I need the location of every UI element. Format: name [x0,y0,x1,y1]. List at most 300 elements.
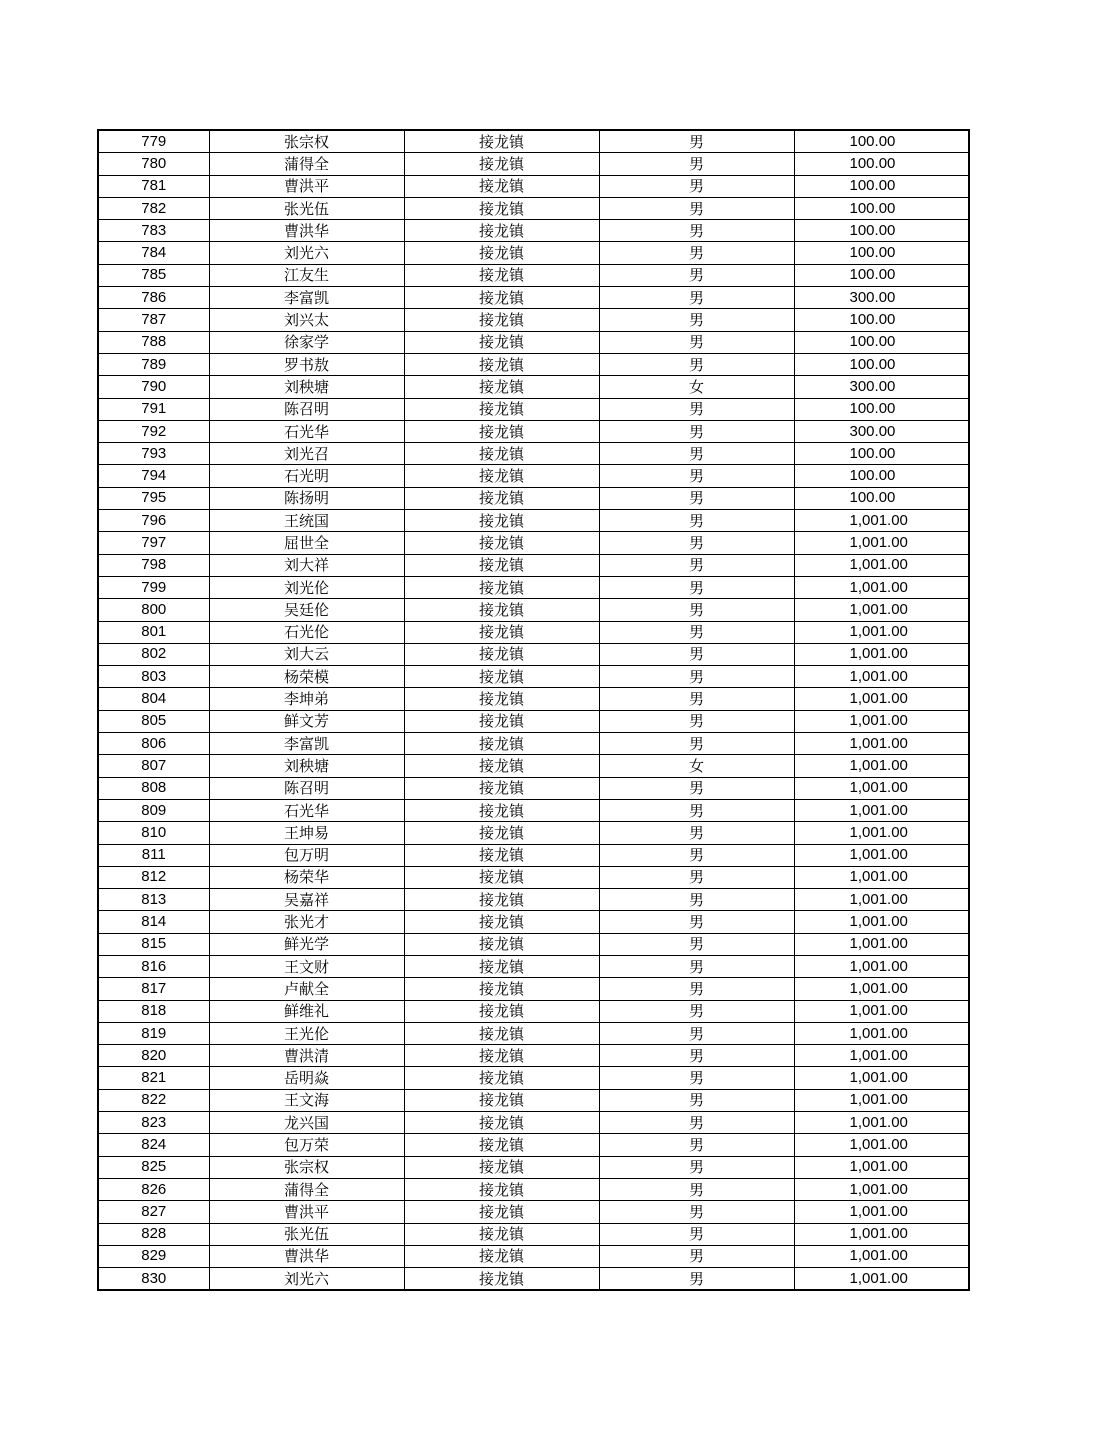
table-body [98,130,969,1290]
cell-gender: 男 [599,621,794,643]
cell-number: 798 [98,554,209,576]
cell-name: 岳明焱 [209,1067,404,1089]
cell-town: 接龙镇 [404,599,599,621]
cell-gender: 男 [599,153,794,175]
cell-number: 826 [98,1178,209,1200]
table-row [98,443,969,465]
cell-amount: 1,001.00 [794,1000,969,1022]
table-row [98,1000,969,1022]
cell-amount: 100.00 [794,331,969,353]
cell-number: 819 [98,1022,209,1044]
cell-gender: 男 [599,599,794,621]
cell-town: 接龙镇 [404,1134,599,1156]
cell-amount: 100.00 [794,175,969,197]
cell-name: 石光华 [209,799,404,821]
cell-amount: 1,001.00 [794,688,969,710]
cell-gender: 男 [599,955,794,977]
cell-gender: 男 [599,978,794,1000]
cell-amount: 1,001.00 [794,1201,969,1223]
cell-town: 接龙镇 [404,576,599,598]
cell-number: 824 [98,1134,209,1156]
table-row [98,1223,969,1245]
cell-name: 陈扬明 [209,487,404,509]
cell-name: 李坤弟 [209,688,404,710]
cell-name: 杨荣模 [209,666,404,688]
table-row [98,755,969,777]
cell-town: 接龙镇 [404,1268,599,1291]
cell-gender: 男 [599,220,794,242]
table-row [98,175,969,197]
cell-amount: 100.00 [794,130,969,153]
table-row [98,130,969,153]
cell-amount: 1,001.00 [794,1134,969,1156]
cell-amount: 1,001.00 [794,510,969,532]
cell-name: 鲜维礼 [209,1000,404,1022]
cell-number: 793 [98,443,209,465]
cell-town: 接龙镇 [404,554,599,576]
cell-amount: 1,001.00 [794,1112,969,1134]
cell-town: 接龙镇 [404,487,599,509]
cell-name: 杨荣华 [209,866,404,888]
cell-number: 813 [98,889,209,911]
cell-gender: 男 [599,1178,794,1200]
cell-gender: 男 [599,1045,794,1067]
cell-number: 801 [98,621,209,643]
table-row [98,532,969,554]
cell-number: 816 [98,955,209,977]
cell-gender: 男 [599,1089,794,1111]
data-table [97,129,970,1291]
cell-town: 接龙镇 [404,510,599,532]
cell-name: 徐家学 [209,331,404,353]
cell-number: 829 [98,1245,209,1267]
cell-number: 810 [98,822,209,844]
cell-town: 接龙镇 [404,1067,599,1089]
cell-gender: 男 [599,1134,794,1156]
cell-name: 吴廷伦 [209,599,404,621]
cell-name: 卢献全 [209,978,404,1000]
table-row [98,621,969,643]
cell-town: 接龙镇 [404,733,599,755]
cell-name: 张光才 [209,911,404,933]
cell-name: 刘光伦 [209,576,404,598]
cell-number: 809 [98,799,209,821]
cell-town: 接龙镇 [404,175,599,197]
cell-town: 接龙镇 [404,287,599,309]
cell-number: 795 [98,487,209,509]
cell-gender: 男 [599,688,794,710]
cell-town: 接龙镇 [404,978,599,1000]
cell-gender: 男 [599,1268,794,1291]
cell-gender: 男 [599,866,794,888]
table-row [98,688,969,710]
cell-amount: 1,001.00 [794,777,969,799]
table-row [98,376,969,398]
table-row [98,287,969,309]
cell-town: 接龙镇 [404,398,599,420]
cell-gender: 男 [599,398,794,420]
cell-town: 接龙镇 [404,532,599,554]
cell-gender: 男 [599,264,794,286]
table-row [98,1245,969,1267]
cell-town: 接龙镇 [404,376,599,398]
cell-number: 783 [98,220,209,242]
table-row [98,242,969,264]
table-row [98,465,969,487]
cell-town: 接龙镇 [404,1178,599,1200]
cell-town: 接龙镇 [404,643,599,665]
cell-amount: 300.00 [794,376,969,398]
table-row [98,666,969,688]
cell-town: 接龙镇 [404,443,599,465]
cell-amount: 1,001.00 [794,911,969,933]
cell-gender: 男 [599,130,794,153]
cell-gender: 男 [599,1156,794,1178]
cell-number: 805 [98,710,209,732]
cell-gender: 男 [599,287,794,309]
cell-amount: 1,001.00 [794,1045,969,1067]
cell-gender: 男 [599,353,794,375]
cell-amount: 1,001.00 [794,599,969,621]
cell-name: 石光伦 [209,621,404,643]
cell-number: 821 [98,1067,209,1089]
cell-amount: 1,001.00 [794,576,969,598]
cell-town: 接龙镇 [404,1245,599,1267]
cell-gender: 男 [599,889,794,911]
cell-gender: 男 [599,510,794,532]
cell-number: 797 [98,532,209,554]
cell-gender: 男 [599,1112,794,1134]
table-row [98,331,969,353]
cell-number: 791 [98,398,209,420]
table-row [98,1178,969,1200]
cell-gender: 男 [599,331,794,353]
cell-name: 蒲得全 [209,1178,404,1200]
cell-amount: 100.00 [794,443,969,465]
cell-town: 接龙镇 [404,309,599,331]
cell-town: 接龙镇 [404,666,599,688]
cell-number: 788 [98,331,209,353]
cell-amount: 100.00 [794,465,969,487]
table-row [98,398,969,420]
cell-town: 接龙镇 [404,1089,599,1111]
cell-number: 781 [98,175,209,197]
table-row [98,487,969,509]
cell-amount: 1,001.00 [794,978,969,1000]
cell-town: 接龙镇 [404,130,599,153]
cell-town: 接龙镇 [404,955,599,977]
cell-amount: 1,001.00 [794,755,969,777]
cell-amount: 100.00 [794,398,969,420]
cell-number: 786 [98,287,209,309]
cell-number: 782 [98,197,209,219]
cell-amount: 1,001.00 [794,554,969,576]
cell-amount: 1,001.00 [794,733,969,755]
cell-gender: 男 [599,710,794,732]
cell-name: 鲜光学 [209,933,404,955]
table-row [98,197,969,219]
cell-amount: 1,001.00 [794,532,969,554]
table-row [98,309,969,331]
cell-town: 接龙镇 [404,799,599,821]
cell-number: 792 [98,420,209,442]
table-row [98,911,969,933]
cell-gender: 女 [599,376,794,398]
cell-number: 796 [98,510,209,532]
cell-name: 张光伍 [209,1223,404,1245]
cell-amount: 1,001.00 [794,1089,969,1111]
cell-town: 接龙镇 [404,242,599,264]
cell-name: 刘光六 [209,242,404,264]
table-row [98,933,969,955]
cell-name: 刘秧塘 [209,376,404,398]
cell-gender: 男 [599,911,794,933]
cell-amount: 1,001.00 [794,643,969,665]
cell-amount: 300.00 [794,420,969,442]
table-row [98,153,969,175]
cell-name: 包万荣 [209,1134,404,1156]
cell-town: 接龙镇 [404,1022,599,1044]
cell-name: 陈召明 [209,777,404,799]
cell-name: 吴嘉祥 [209,889,404,911]
cell-name: 石光华 [209,420,404,442]
cell-gender: 男 [599,554,794,576]
cell-name: 龙兴国 [209,1112,404,1134]
cell-town: 接龙镇 [404,1045,599,1067]
cell-number: 817 [98,978,209,1000]
cell-number: 825 [98,1156,209,1178]
cell-town: 接龙镇 [404,889,599,911]
cell-amount: 100.00 [794,153,969,175]
table-row [98,1022,969,1044]
cell-number: 787 [98,309,209,331]
cell-name: 王光伦 [209,1022,404,1044]
cell-town: 接龙镇 [404,911,599,933]
cell-name: 蒲得全 [209,153,404,175]
cell-gender: 男 [599,777,794,799]
cell-town: 接龙镇 [404,621,599,643]
cell-gender: 男 [599,465,794,487]
cell-name: 王统国 [209,510,404,532]
cell-name: 曹洪清 [209,1045,404,1067]
cell-town: 接龙镇 [404,1223,599,1245]
cell-amount: 1,001.00 [794,1223,969,1245]
cell-number: 818 [98,1000,209,1022]
cell-gender: 男 [599,197,794,219]
cell-number: 806 [98,733,209,755]
cell-number: 800 [98,599,209,621]
cell-amount: 1,001.00 [794,866,969,888]
cell-town: 接龙镇 [404,465,599,487]
cell-number: 802 [98,643,209,665]
cell-name: 刘兴太 [209,309,404,331]
cell-name: 刘大云 [209,643,404,665]
cell-number: 803 [98,666,209,688]
cell-gender: 男 [599,844,794,866]
table-row [98,777,969,799]
cell-town: 接龙镇 [404,866,599,888]
table-row [98,799,969,821]
cell-town: 接龙镇 [404,197,599,219]
table-row [98,1156,969,1178]
cell-amount: 100.00 [794,309,969,331]
cell-name: 曹洪华 [209,1245,404,1267]
cell-number: 815 [98,933,209,955]
cell-gender: 男 [599,822,794,844]
cell-number: 828 [98,1223,209,1245]
cell-number: 807 [98,755,209,777]
cell-amount: 1,001.00 [794,710,969,732]
table-row [98,576,969,598]
table-row [98,643,969,665]
cell-name: 江友生 [209,264,404,286]
cell-name: 石光明 [209,465,404,487]
table-row [98,1089,969,1111]
cell-gender: 男 [599,733,794,755]
cell-number: 812 [98,866,209,888]
cell-name: 李富凯 [209,287,404,309]
cell-amount: 1,001.00 [794,1067,969,1089]
cell-gender: 男 [599,1022,794,1044]
table-row [98,1268,969,1291]
cell-town: 接龙镇 [404,420,599,442]
cell-gender: 男 [599,1000,794,1022]
table-row [98,733,969,755]
cell-number: 784 [98,242,209,264]
cell-amount: 100.00 [794,220,969,242]
table-row [98,353,969,375]
cell-amount: 1,001.00 [794,621,969,643]
cell-amount: 100.00 [794,197,969,219]
table-row [98,844,969,866]
cell-name: 张宗权 [209,130,404,153]
cell-gender: 男 [599,1223,794,1245]
cell-number: 804 [98,688,209,710]
cell-gender: 男 [599,309,794,331]
cell-gender: 男 [599,643,794,665]
cell-number: 779 [98,130,209,153]
table-row [98,710,969,732]
cell-gender: 男 [599,933,794,955]
cell-number: 820 [98,1045,209,1067]
cell-amount: 1,001.00 [794,799,969,821]
cell-gender: 男 [599,532,794,554]
cell-town: 接龙镇 [404,933,599,955]
table-row [98,264,969,286]
cell-amount: 1,001.00 [794,666,969,688]
cell-town: 接龙镇 [404,777,599,799]
cell-name: 刘大祥 [209,554,404,576]
cell-name: 张光伍 [209,197,404,219]
cell-gender: 男 [599,799,794,821]
cell-number: 823 [98,1112,209,1134]
table-row [98,420,969,442]
cell-number: 785 [98,264,209,286]
cell-number: 830 [98,1268,209,1291]
cell-town: 接龙镇 [404,1000,599,1022]
cell-amount: 100.00 [794,487,969,509]
cell-name: 王文财 [209,955,404,977]
table-row [98,599,969,621]
cell-name: 张宗权 [209,1156,404,1178]
table-row [98,955,969,977]
cell-name: 曹洪平 [209,175,404,197]
cell-number: 790 [98,376,209,398]
cell-town: 接龙镇 [404,1112,599,1134]
table-row [98,1045,969,1067]
cell-amount: 300.00 [794,287,969,309]
cell-town: 接龙镇 [404,1201,599,1223]
cell-town: 接龙镇 [404,1156,599,1178]
cell-town: 接龙镇 [404,220,599,242]
cell-amount: 1,001.00 [794,822,969,844]
cell-town: 接龙镇 [404,331,599,353]
cell-name: 包万明 [209,844,404,866]
cell-amount: 1,001.00 [794,889,969,911]
cell-number: 808 [98,777,209,799]
cell-name: 罗书敖 [209,353,404,375]
cell-amount: 100.00 [794,353,969,375]
cell-gender: 男 [599,1201,794,1223]
cell-name: 刘光召 [209,443,404,465]
table-row [98,1134,969,1156]
table-row [98,866,969,888]
cell-amount: 100.00 [794,242,969,264]
cell-number: 811 [98,844,209,866]
cell-town: 接龙镇 [404,710,599,732]
cell-town: 接龙镇 [404,153,599,175]
cell-number: 822 [98,1089,209,1111]
cell-town: 接龙镇 [404,353,599,375]
cell-name: 王坤易 [209,822,404,844]
cell-gender: 男 [599,443,794,465]
cell-amount: 1,001.00 [794,844,969,866]
cell-name: 曹洪平 [209,1201,404,1223]
cell-name: 屈世全 [209,532,404,554]
cell-town: 接龙镇 [404,844,599,866]
cell-gender: 男 [599,420,794,442]
cell-name: 陈召明 [209,398,404,420]
table-row [98,1201,969,1223]
cell-name: 李富凯 [209,733,404,755]
cell-number: 814 [98,911,209,933]
cell-gender: 男 [599,1067,794,1089]
cell-gender: 男 [599,666,794,688]
cell-town: 接龙镇 [404,688,599,710]
cell-amount: 1,001.00 [794,1268,969,1291]
cell-amount: 1,001.00 [794,1178,969,1200]
cell-town: 接龙镇 [404,755,599,777]
table-row [98,554,969,576]
table-row [98,889,969,911]
table-row [98,978,969,1000]
table-row [98,1067,969,1089]
cell-amount: 1,001.00 [794,1245,969,1267]
cell-gender: 男 [599,1245,794,1267]
cell-number: 780 [98,153,209,175]
cell-gender: 男 [599,242,794,264]
cell-amount: 1,001.00 [794,1022,969,1044]
cell-amount: 100.00 [794,264,969,286]
cell-number: 794 [98,465,209,487]
cell-number: 799 [98,576,209,598]
table-row [98,510,969,532]
table-row [98,1112,969,1134]
table-row [98,822,969,844]
cell-town: 接龙镇 [404,822,599,844]
table-row [98,220,969,242]
cell-amount: 1,001.00 [794,955,969,977]
